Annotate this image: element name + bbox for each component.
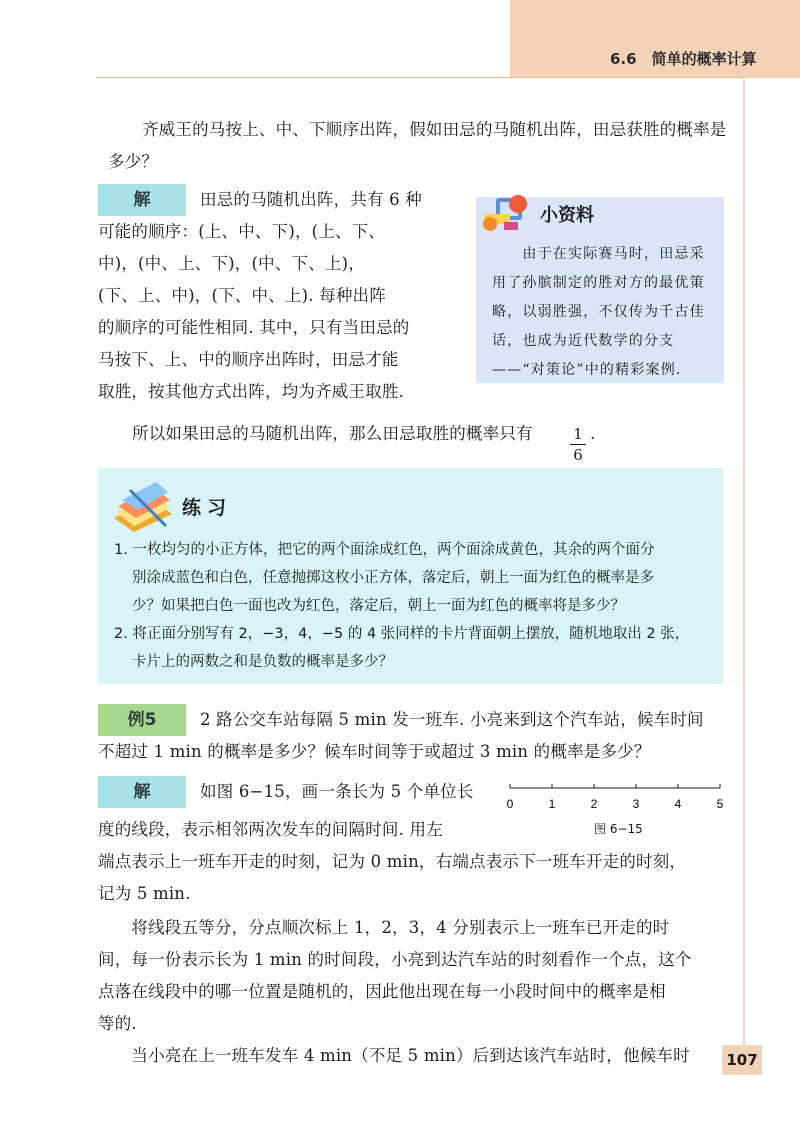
exercise-item-1-line1: 1. 一枚均匀的小正方体，把它的两个面涂成红色，两个面涂成黄色，其余的两个面分 <box>114 542 655 558</box>
tick-label: 5 <box>716 797 724 811</box>
exercise-title: 练习 <box>182 497 233 519</box>
tick-label: 4 <box>674 797 682 811</box>
exercise-books-icon <box>108 478 178 536</box>
tick-label: 3 <box>632 797 640 811</box>
solution1-line: 的顺序的可能性相同. 其中，只有当田忌的 <box>98 318 410 337</box>
solution-tag: 解 <box>98 184 186 216</box>
exercise-item-1-line3: 少？如果把白色一面也改为红色，落定后，朝上一面为红色的概率将是多少？ <box>132 598 625 614</box>
solution1-line: 取胜，按其他方式出阵，均为齐威王取胜. <box>98 382 405 401</box>
solution2-line3: 端点表示上一班车开走的时刻，记为 0 min，右端点表示下一班车开走的时刻， <box>98 852 687 871</box>
conclusion-period: . <box>590 424 596 443</box>
exercise-item-2-line2: 卡片上的两数之和是负数的概率是多少？ <box>132 654 393 670</box>
example5-line1: 2 路公交车站每隔 5 min 发一班车. 小亮来到这个汽车站，候车时间 <box>200 710 704 729</box>
intro-question: 齐威王的马按上、中、下顺序出阵，假如田忌的马随机出阵，田忌获胜的概率是多少？ <box>108 120 727 171</box>
header-rule <box>96 77 744 78</box>
fraction-one-sixth <box>570 425 586 464</box>
solution-tag: 解 <box>98 776 186 808</box>
exercise-item-1-line2: 别涂成蓝色和白色，任意抛掷这枚小正方体，落定后，朝上一面为红色的概率是多 <box>132 570 654 586</box>
fraction-bar <box>570 444 586 445</box>
solution2-para2-line: 间，每一份表示长为 1 min 的时间段，小亮到达汽车站的时刻看作一个点，这个 <box>98 950 692 969</box>
info-icon <box>474 190 536 238</box>
solution1-line: 可能的顺序：(上、中、下)，(上、下、 <box>98 222 386 241</box>
solution1-line: (下、上、中)，(下、中、上). 每种出阵 <box>98 286 386 305</box>
info-title: 小资料 <box>540 205 594 226</box>
solution2-line2: 度的线段，表示相邻两次发车的间隔时间. 用左 <box>98 820 443 839</box>
tick-label: 2 <box>590 797 598 811</box>
fraction-numerator: 1 <box>573 425 583 443</box>
side-rule <box>743 78 745 1048</box>
solution1-conclusion: 所以如果田忌的马随机出阵，那么田忌取胜的概率只有 <box>132 424 533 443</box>
solution2-line1: 如图 6−15，画一条长为 5 个单位长 <box>200 782 474 801</box>
solution1-line: 中)，(中、上、下)，(中、下、上)， <box>98 254 365 273</box>
solution1-line1: 田忌的马随机出阵，共有 6 种 <box>200 190 422 209</box>
example-tag: 例5 <box>98 704 186 736</box>
fraction-denominator: 6 <box>573 446 583 464</box>
solution2-line4: 记为 5 min. <box>98 884 191 903</box>
solution2-para2-line: 点落在线段中的哪一位置是随机的，因此他出现在每一小段时间中的概率是相 <box>98 982 666 1001</box>
tick-label: 0 <box>506 797 514 811</box>
solution1-line: 马按下、上、中的顺序出阵时，田忌才能 <box>98 350 399 369</box>
page-number: 107 <box>722 1045 762 1075</box>
figure-caption: 图 6−15 <box>594 822 643 836</box>
solution2-para3: 当小亮在上一班车发车 4 min（不足 5 min）后到达该汽车站时，他候车时 <box>98 1046 690 1065</box>
example5-line2: 不超过 1 min 的概率是多少？候车时间等于或超过 3 min 的概率是多少？ <box>98 742 651 761</box>
tick-label: 1 <box>548 797 556 811</box>
solution2-para2-line: 等的. <box>98 1014 137 1033</box>
section-title: 6.6 简单的概率计算 <box>610 50 757 68</box>
info-text: 由于在实际赛马时，田忌采用了孙膑制定的胜对方的最优策略，以弱胜强，不仅传为千古佳话，也成为近代数学的分支——“对策论”中的精彩案例. <box>492 246 705 378</box>
number-line-figure <box>500 778 732 818</box>
exercise-item-2-line1: 2. 将正面分别写有 2，−3，4，−5 的 4 张同样的卡片背面朝上摆放，随机地取出 2 张， <box>114 626 690 642</box>
solution2-para2-line: 将线段五等分，分点顺次标上 1，2，3，4 分别表示上一班车已开走的时 <box>98 918 670 937</box>
